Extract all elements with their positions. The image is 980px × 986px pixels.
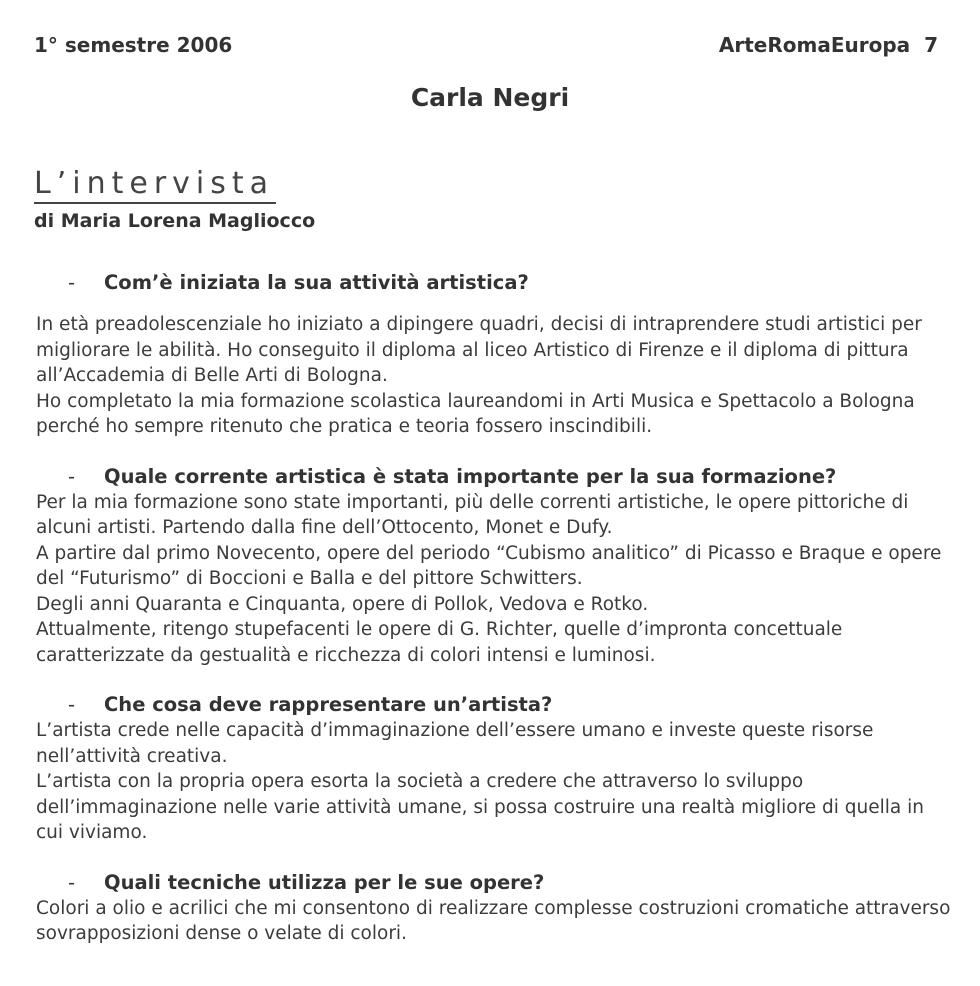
question-text: Com’è iniziata la sua attività artistica? — [104, 271, 529, 294]
answer-paragraph: Degli anni Quaranta e Cinquanta, opere di Pollok, Vedova e Rotko. — [36, 593, 649, 615]
qa-block — [36, 464, 956, 669]
answer-paragraph: Attualmente, ritengo stupefacenti le opere di G. Richter, quelle d’impronta concettuale caratterizzate da gestualità e ricchezza di colori intensi e luminosi. — [36, 619, 843, 666]
issue-date: 1° semestre 2006 — [34, 33, 233, 57]
page-title: Carla Negri — [410, 83, 570, 112]
question — [36, 692, 956, 718]
answer-paragraph: In età preadolescenziale ho iniziato a dipingere quadri, decisi di intraprendere studi artistici per migliorare le abilità. Ho conseguito il diploma al liceo Artistico di Firenze e il diploma di pittura all’Accademia di Belle Arti di Bologna. — [36, 314, 922, 386]
qa-block — [36, 870, 956, 947]
answer — [36, 490, 956, 669]
qa-block — [36, 692, 956, 846]
question-text: Che cosa deve rappresentare un’artista? — [104, 693, 553, 716]
interview-body — [36, 270, 956, 947]
answer-paragraph: A partire dal primo Novecento, opere del periodo “Cubismo analitico” di Picasso e Braque e opere del “Futurismo” di Boccioni e Balla e del pittore Schwitters. — [36, 542, 942, 589]
answer — [36, 312, 956, 440]
question-dash: - — [68, 464, 76, 488]
question — [36, 270, 956, 296]
byline: di Maria Lorena Magliocco — [34, 210, 316, 232]
qa-block — [36, 270, 956, 440]
question-dash: - — [68, 271, 76, 294]
question-text: Quale corrente artistica è stata importante per la sua formazione? — [104, 464, 837, 488]
section-title: L’intervista — [34, 166, 276, 204]
question — [36, 870, 956, 896]
answer-paragraph: L’artista con la propria opera esorta la società a credere che attraverso lo sviluppo dell’immaginazione nelle varie attività umane, si possa costruire una realtà migliore di quella in cui viviamo. — [36, 771, 925, 843]
question-dash: - — [68, 693, 76, 716]
answer-paragraph: Colori a olio e acrilici che mi consentono di realizzare complesse costruzioni cromatiche attraverso sovrapposizioni dense o velate di colori. — [36, 897, 951, 944]
answer-paragraph: Ho completato la mia formazione scolastica laureandomi in Arti Musica e Spettacolo a Bologna perché ho sempre ritenuto che pratica e teoria fossero inscindibili. — [36, 390, 915, 437]
answer — [36, 718, 956, 846]
question-dash: - — [68, 870, 76, 894]
publication-page: ArteRomaEuropa 7 — [718, 33, 938, 57]
answer — [36, 896, 956, 947]
question — [36, 464, 956, 490]
question-text: Quali tecniche utilizza per le sue opere? — [104, 870, 545, 894]
answer-paragraph: L’artista crede nelle capacità d’immaginazione dell’essere umano e investe queste risorse nell’attività creativa. — [36, 720, 874, 767]
answer-paragraph: Per la mia formazione sono state importanti, più delle correnti artistiche, le opere pittoriche di alcuni artisti. Partendo dalla fine dell’Ottocento, Monet e Dufy. — [36, 491, 909, 538]
